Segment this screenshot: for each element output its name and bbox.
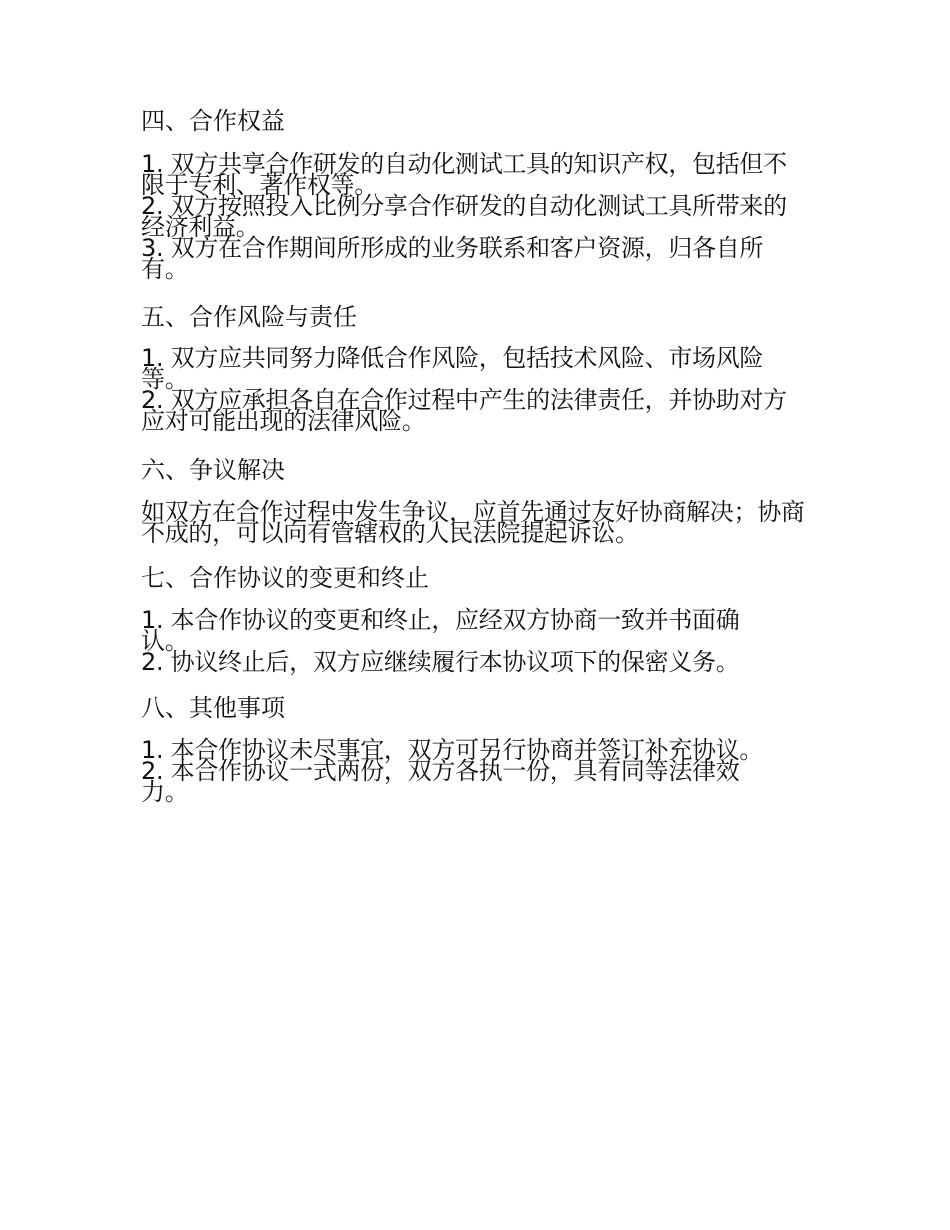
section-heading: 五、合作风险与责任 <box>141 303 357 331</box>
list-item: 2. 双方应承担各自在合作过程中产生的法律责任，并协助对方应对可能出现的法律风险。 <box>141 386 787 435</box>
list-item: 1. 本合作协议的变更和终止，应经双方协商一致并书面确认。 <box>141 606 740 655</box>
section-heading: 八、其他事项 <box>141 694 285 722</box>
section-heading: 七、合作协议的变更和终止 <box>141 564 429 592</box>
paragraph: 如双方在合作过程中发生争议，应首先通过友好协商解决；协商不成的，可以向有管辖权的人民法院提起诉讼。 <box>141 498 805 547</box>
section-body <box>141 606 771 676</box>
section-body <box>141 150 796 283</box>
list-item: 2. 协议终止后，双方应继续履行本协议项下的保密义务。 <box>141 648 740 676</box>
list-item: 2. 本合作协议一式两份，双方各执一份，具有同等法律效力。 <box>141 757 740 806</box>
section-heading: 六、争议解决 <box>141 456 285 484</box>
section-body <box>141 344 796 435</box>
list-item: 1. 本合作协议未尽事宜，双方可另行协商并签订补充协议。 <box>141 736 764 764</box>
section-body <box>141 736 776 806</box>
list-item: 3. 双方在合作期间所形成的业务联系和客户资源，归各自所有。 <box>141 234 764 283</box>
list-item: 2. 双方按照投入比例分享合作研发的自动化测试工具所带来的经济利益。 <box>141 192 787 241</box>
section-body <box>141 498 813 547</box>
list-item: 1. 双方应共同努力降低合作风险，包括技术风险、市场风险等。 <box>141 344 764 393</box>
section-heading: 四、合作权益 <box>141 107 285 135</box>
list-item: 1. 双方共享合作研发的自动化测试工具的知识产权，包括但不限于专利、著作权等。 <box>141 150 787 199</box>
